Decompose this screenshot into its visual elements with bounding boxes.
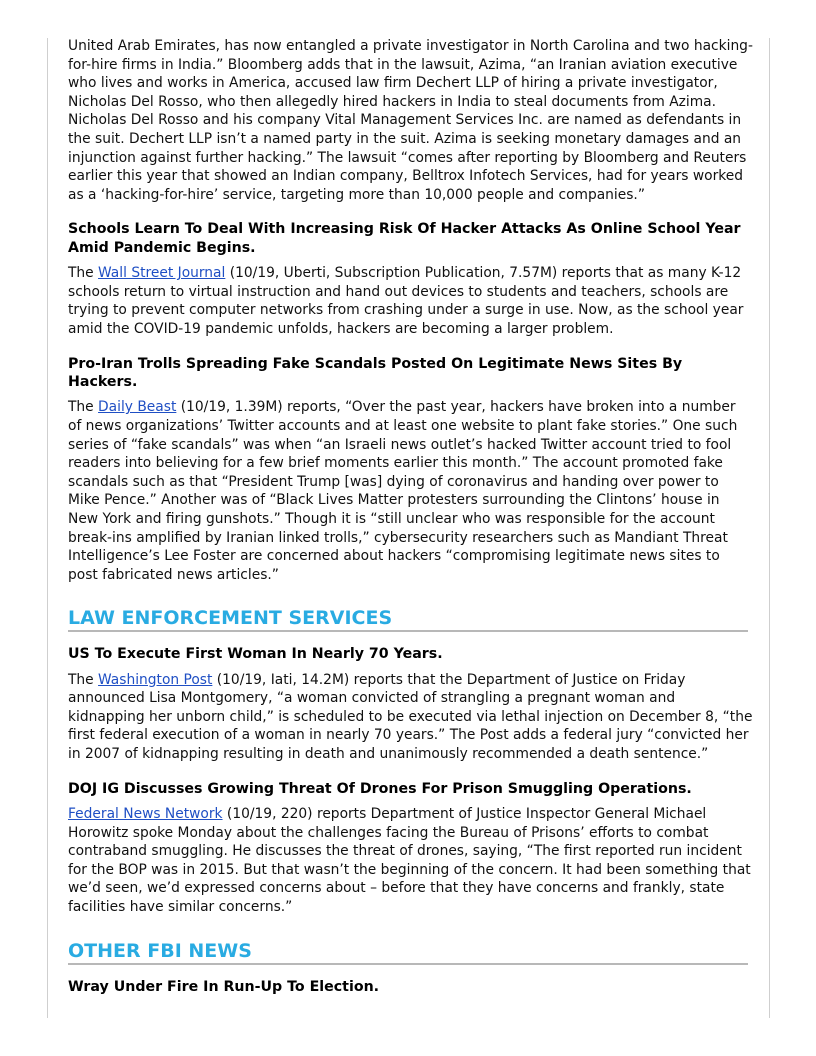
story-headline: US To Execute First Woman In Nearly 70 Years. <box>68 646 443 663</box>
section-title: LAW ENFORCEMENT SERVICES <box>68 607 748 632</box>
story-lead: The <box>68 671 99 688</box>
source-link-federal-news-network[interactable]: Federal News Network <box>68 806 223 823</box>
story-text: (10/19, Iati, 14.2M) reports that the Department of Justice on Friday announced Lisa Montgomery, “a woman convicted of strangling a pregnant woman and kidnapping her unborn child,” is scheduled to be executed via lethal injection on December 8, “the first federal execution of a woman in nearly 70 years.” The Post adds a federal jury “convicted her in 2007 of kidnapping resulting in death and unanimously recommended a death sentence.” <box>68 671 753 763</box>
story-schools <box>68 220 753 338</box>
section-title: OTHER FBI NEWS <box>68 940 748 965</box>
story-headline: Pro-Iran Trolls Spreading Fake Scandals Posted On Legitimate News Sites By Hackers. <box>68 355 683 390</box>
story-body <box>68 671 753 764</box>
story-execution <box>68 645 753 763</box>
story-lead: The <box>68 265 99 282</box>
intro-paragraph: United Arab Emirates, has now entangled a private investigator in North Carolina and two hacking-for-hire firms in India.” Bloomberg adds that in the lawsuit, Azima, “an Iranian aviation executive who lives and works in America, accused law firm Dechert LLP of hiring a private investigator, Nicholas Del Rosso, who then allegedly hired hackers in India to steal documents from Azima. Nicholas Del Rosso and his company Vital Management Services Inc. are named as defendants in the suit. Dechert LLP isn’t a named party in the suit. Azima is seeking monetary damages and an injunction against further hacking.” The lawsuit “comes after reporting by Bloomberg and Reuters earlier this year that showed an Indian company, Belltrox Infotech Services, had for years worked as a ‘hacking-for-hire’ service, targeting more than 10,000 people and companies.” <box>68 38 753 203</box>
story-wray <box>68 978 753 996</box>
source-link-wall-street-journal[interactable]: Wall Street Journal <box>98 265 226 282</box>
story-headline: Schools Learn To Deal With Increasing Risk Of Hacker Attacks As Online School Year Amid Pandemic Begins. <box>68 221 741 256</box>
section-other-fbi-news <box>68 940 753 965</box>
story-body <box>68 805 753 917</box>
story-body <box>68 398 753 584</box>
story-text: (10/19, 220) reports Department of Justice Inspector General Michael Horowitz spoke Monday about the challenges facing the Bureau of Prisons’ efforts to combat contraband smuggling. He discusses the threat of drones, saying, “The first reported run incident for the BOP was in 2015. But that wasn’t the beginning of the concern. It had been something that we’d seen, we’d expressed concerns about – before that they have concerns and frankly, state facilities have similar concerns.” <box>68 806 751 916</box>
source-link-daily-beast[interactable]: Daily Beast <box>98 399 177 416</box>
story-text: (10/19, 1.39M) reports, “Over the past year, hackers have broken into a number of news organizations’ Twitter accounts and at least one website to plant fake stories.” One such series of “fake scandals” was when “an Israeli news outlet’s hacked Twitter account tried to fool readers into believing for a few brief moments earlier this month.” The account promoted fake scandals such as that “President Trump [was] dying of coronavirus and handing over power to Mike Pence.” Another was of “Black Lives Matter protesters surrounding the Clintons’ house in New York and firing gunshots.” Though it is “still unclear who was responsible for the account break-ins amplified by Iranian linked trolls,” cybersecurity researchers such as Mandiant Threat Intelligence’s Lee Foster are concerned about hackers “compromising legitimate news sites to post fabricated news articles.” <box>68 399 738 583</box>
story-iran-trolls <box>68 355 753 585</box>
newsletter-content <box>68 37 753 1003</box>
story-headline: Wray Under Fire In Run-Up To Election. <box>68 978 380 995</box>
source-link-washington-post[interactable]: Washington Post <box>98 671 213 688</box>
story-headline: DOJ IG Discusses Growing Threat Of Drones For Prison Smuggling Operations. <box>68 780 692 797</box>
story-body <box>68 264 753 338</box>
story-drones <box>68 780 753 917</box>
story-text: (10/19, Uberti, Subscription Publication, 7.57M) reports that as many K-12 schools return to virtual instruction and hand out devices to students and teachers, schools are trying to prevent computer networks from crashing under a surge in use. Now, as the school year amid the COVID-19 pandemic unfolds, hackers are becoming a larger problem. <box>68 265 744 337</box>
section-law-enforcement <box>68 607 753 632</box>
story-lead: The <box>68 399 99 416</box>
